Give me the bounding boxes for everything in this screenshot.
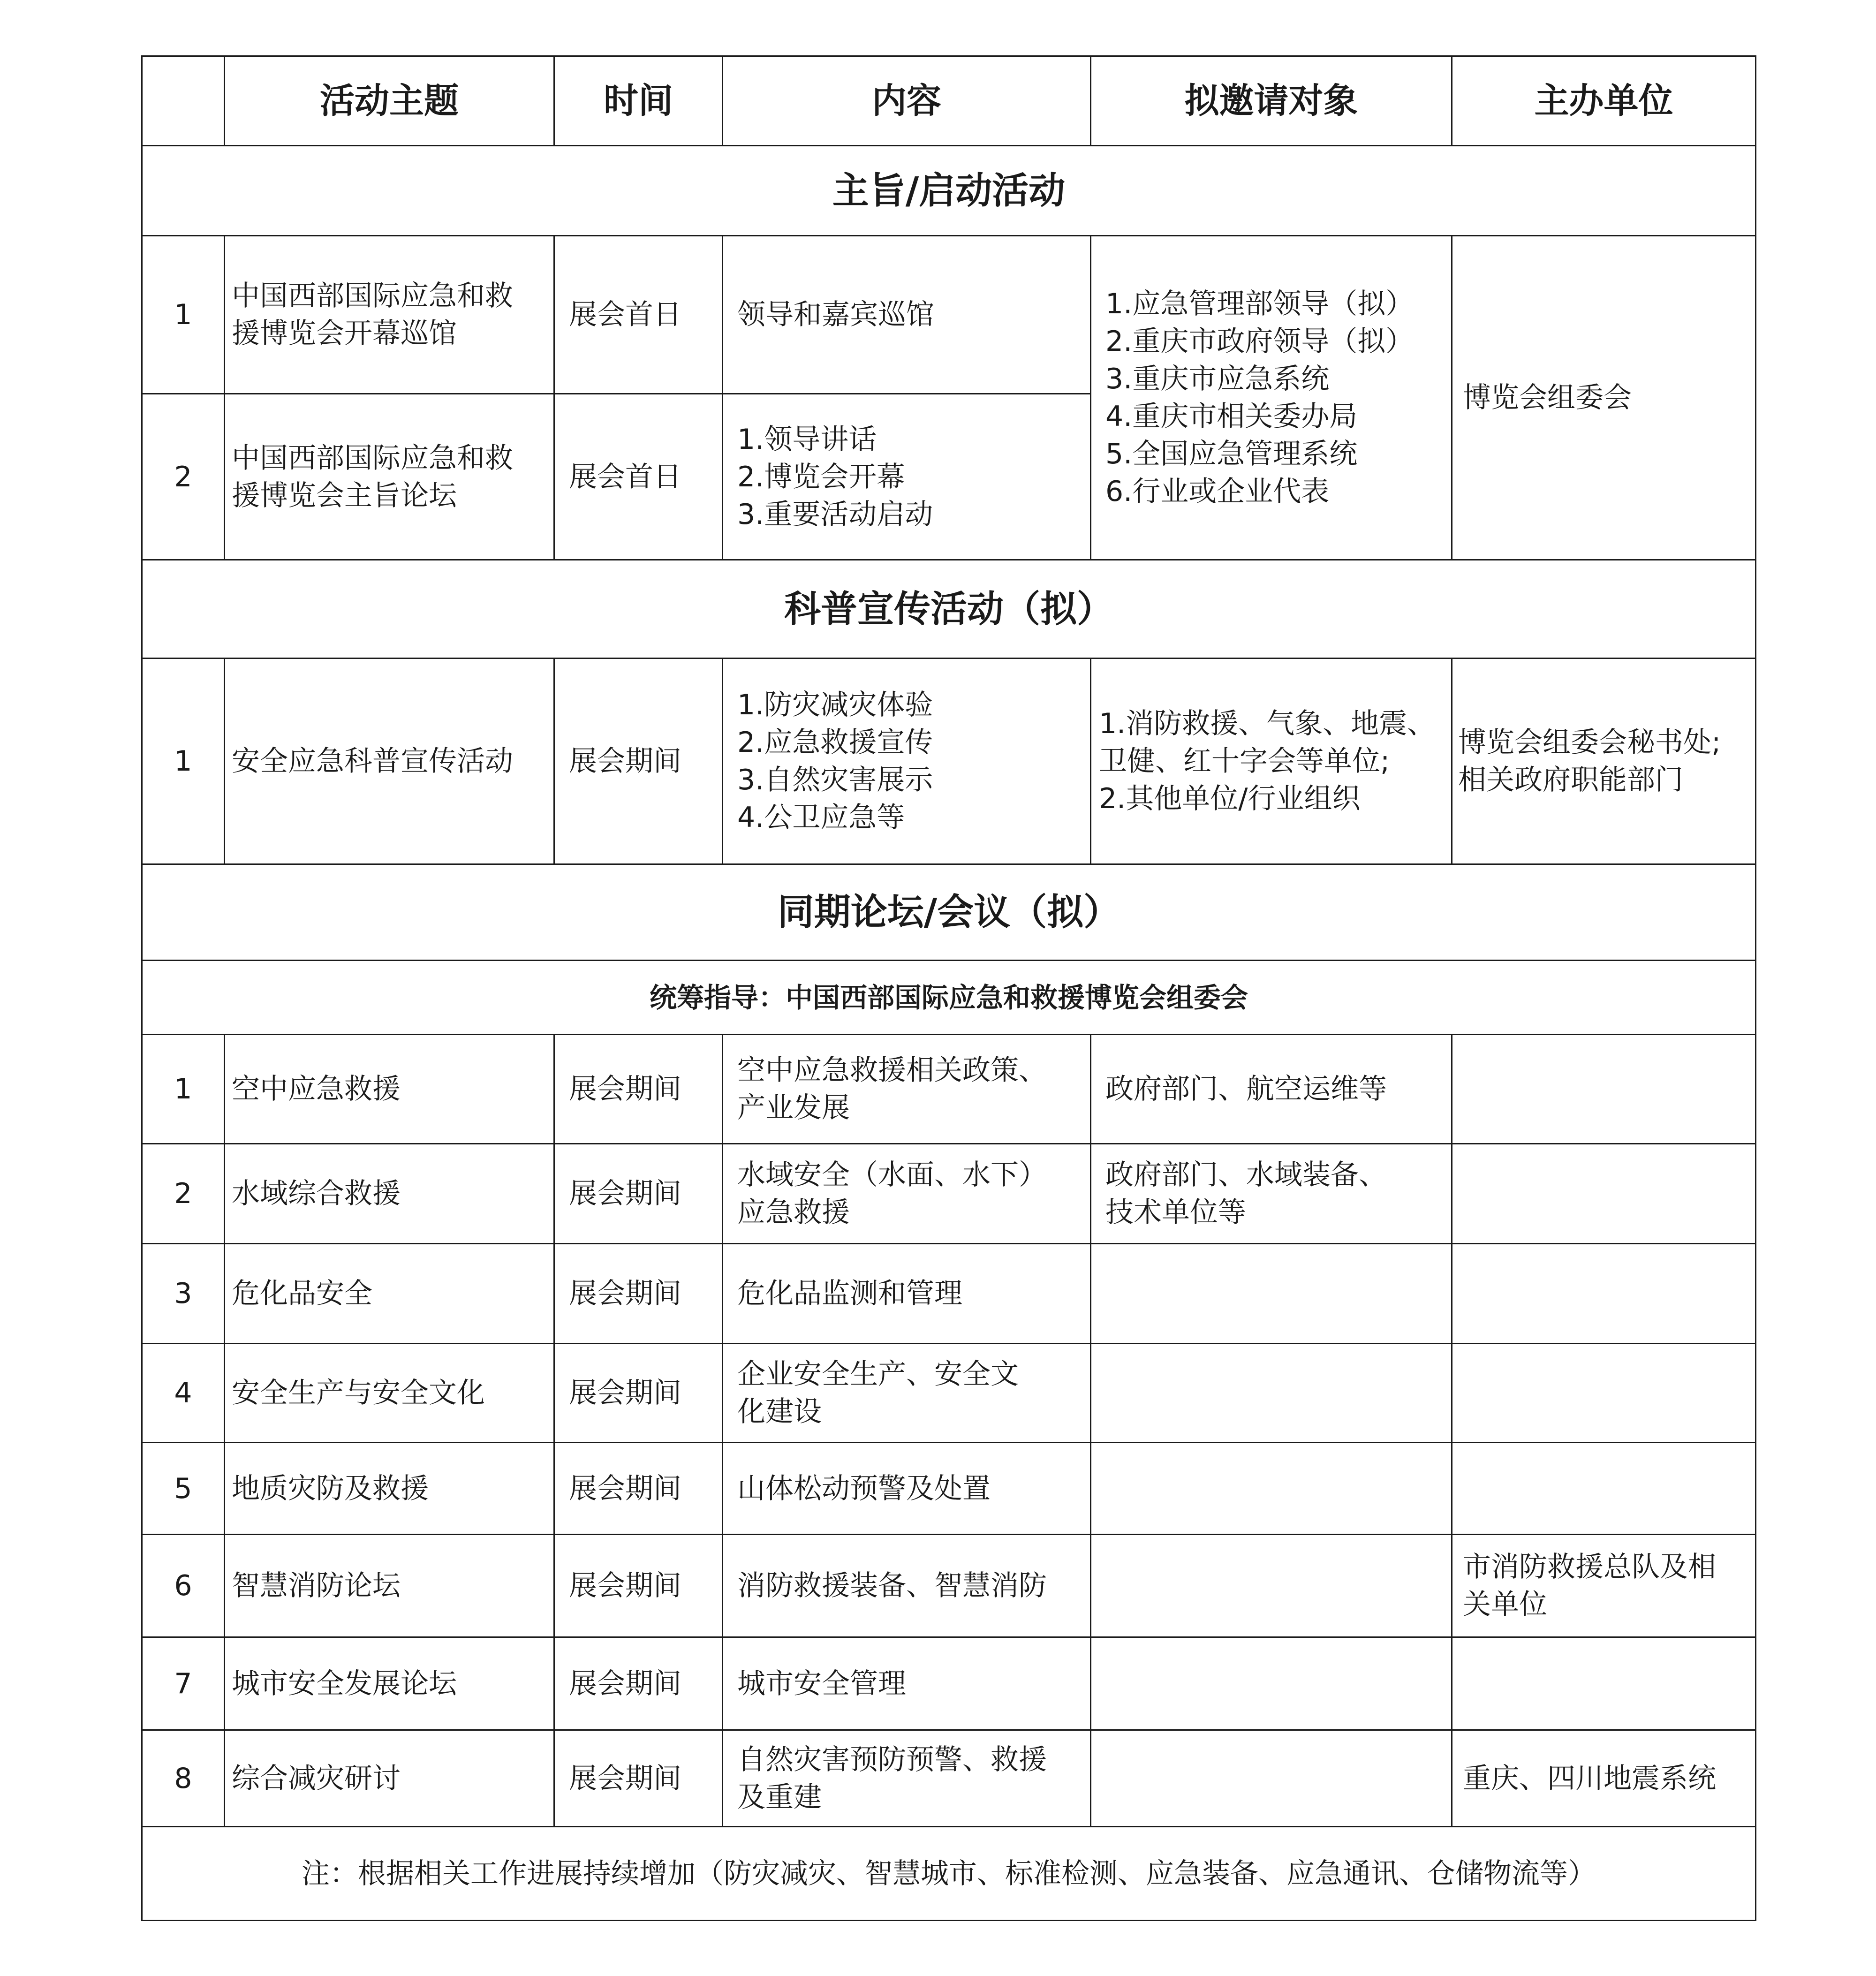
row-theme: 水域综合救援 — [225, 1144, 554, 1244]
row-time: 展会期间 — [554, 1637, 723, 1730]
row-content: 领导和嘉宾巡馆 — [723, 236, 1091, 394]
row-number: 6 — [142, 1535, 225, 1637]
row-invitees — [1091, 1344, 1452, 1443]
row-content: 1.防灾减灾体验 2.应急救援宣传 3.自然灾害展示 4.公卫应急等 — [723, 659, 1091, 864]
row-organizer: 博览会组委会 — [1452, 236, 1756, 560]
row-time: 展会首日 — [554, 394, 723, 560]
row-number: 8 — [142, 1730, 225, 1827]
row-invitees: 1.消防救援、气象、地震、 卫健、红十字会等单位; 2.其他单位/行业组织 — [1091, 659, 1452, 864]
row-invitees — [1091, 1730, 1452, 1827]
section-subtitle: 统筹指导：中国西部国际应急和救援博览会组委会 — [142, 961, 1756, 1035]
row-time: 展会期间 — [554, 1730, 723, 1827]
row-content: 危化品监测和管理 — [723, 1244, 1091, 1344]
row-organizer — [1452, 1637, 1756, 1730]
row-content: 水域安全（水面、水下） 应急救援 — [723, 1144, 1091, 1244]
row-time: 展会期间 — [554, 659, 723, 864]
row-organizer — [1452, 1443, 1756, 1535]
row-theme: 综合减灾研讨 — [225, 1730, 554, 1827]
row-theme: 安全应急科普宣传活动 — [225, 659, 554, 864]
row-content: 消防救援装备、智慧消防 — [723, 1535, 1091, 1637]
row-number: 2 — [142, 1144, 225, 1244]
row-time: 展会期间 — [554, 1244, 723, 1344]
row-invitees — [1091, 1244, 1452, 1344]
row-theme: 危化品安全 — [225, 1244, 554, 1344]
header-time: 时间 — [554, 56, 723, 146]
table-row — [142, 1637, 1756, 1730]
row-organizer — [1452, 1344, 1756, 1443]
table-row — [142, 1535, 1756, 1637]
row-organizer — [1452, 1035, 1756, 1144]
row-content: 自然灾害预防预警、救援 及重建 — [723, 1730, 1091, 1827]
table-row — [142, 1035, 1756, 1144]
row-time: 展会首日 — [554, 236, 723, 394]
row-theme: 空中应急救援 — [225, 1035, 554, 1144]
section-title-outreach: 科普宣传活动（拟） — [142, 560, 1756, 659]
section-row — [142, 560, 1756, 659]
row-number: 3 — [142, 1244, 225, 1344]
footnote: 注：根据相关工作进展持续增加（防灾减灾、智慧城市、标准检测、应急装备、应急通讯、仓储物流等） — [142, 1827, 1756, 1921]
row-time: 展会期间 — [554, 1535, 723, 1637]
row-theme: 城市安全发展论坛 — [225, 1637, 554, 1730]
section-title-forums: 同期论坛/会议（拟） — [142, 864, 1756, 961]
header-organizer: 主办单位 — [1452, 56, 1756, 146]
row-time: 展会期间 — [554, 1443, 723, 1535]
row-number: 2 — [142, 394, 225, 560]
row-invitees — [1091, 1443, 1452, 1535]
row-content: 1.领导讲话 2.博览会开幕 3.重要活动启动 — [723, 394, 1091, 560]
row-organizer: 市消防救援总队及相 关单位 — [1452, 1535, 1756, 1637]
row-invitees: 政府部门、航空运维等 — [1091, 1035, 1452, 1144]
row-time: 展会期间 — [554, 1344, 723, 1443]
header-row — [142, 56, 1756, 146]
header-index — [142, 56, 225, 146]
row-theme: 中国西部国际应急和救 援博览会开幕巡馆 — [225, 236, 554, 394]
row-content: 城市安全管理 — [723, 1637, 1091, 1730]
header-theme: 活动主题 — [225, 56, 554, 146]
table-row — [142, 1144, 1756, 1244]
row-theme: 地质灾防及救援 — [225, 1443, 554, 1535]
row-number: 1 — [142, 1035, 225, 1144]
row-theme: 智慧消防论坛 — [225, 1535, 554, 1637]
row-organizer: 重庆、四川地震系统 — [1452, 1730, 1756, 1827]
row-content: 山体松动预警及处置 — [723, 1443, 1091, 1535]
row-number: 5 — [142, 1443, 225, 1535]
row-time: 展会期间 — [554, 1035, 723, 1144]
row-number: 7 — [142, 1637, 225, 1730]
subtitle-row — [142, 961, 1756, 1035]
table-row — [142, 236, 1756, 394]
table-row — [142, 1244, 1756, 1344]
row-organizer — [1452, 1244, 1756, 1344]
row-invitees: 1.应急管理部领导（拟） 2.重庆市政府领导（拟） 3.重庆市应急系统 4.重庆市相关委办局 5.全国应急管理系统 6.行业或企业代表 — [1091, 236, 1452, 560]
row-content: 空中应急救援相关政策、 产业发展 — [723, 1035, 1091, 1144]
row-invitees — [1091, 1535, 1452, 1637]
section-row — [142, 864, 1756, 961]
table-row — [142, 659, 1756, 864]
table-row — [142, 1344, 1756, 1443]
activity-schedule-table — [141, 55, 1756, 1921]
section-title-keynote: 主旨/启动活动 — [142, 146, 1756, 236]
note-row — [142, 1827, 1756, 1921]
table-row — [142, 1730, 1756, 1827]
row-invitees: 政府部门、水域装备、 技术单位等 — [1091, 1144, 1452, 1244]
header-invitees: 拟邀请对象 — [1091, 56, 1452, 146]
row-invitees — [1091, 1637, 1452, 1730]
row-theme: 安全生产与安全文化 — [225, 1344, 554, 1443]
header-content: 内容 — [723, 56, 1091, 146]
table-row — [142, 1443, 1756, 1535]
row-number: 4 — [142, 1344, 225, 1443]
row-number: 1 — [142, 236, 225, 394]
row-time: 展会期间 — [554, 1144, 723, 1244]
row-theme: 中国西部国际应急和救 援博览会主旨论坛 — [225, 394, 554, 560]
section-row — [142, 146, 1756, 236]
row-number: 1 — [142, 659, 225, 864]
row-organizer: 博览会组委会秘书处; 相关政府职能部门 — [1452, 659, 1756, 864]
row-organizer — [1452, 1144, 1756, 1244]
row-content: 企业安全生产、安全文 化建设 — [723, 1344, 1091, 1443]
